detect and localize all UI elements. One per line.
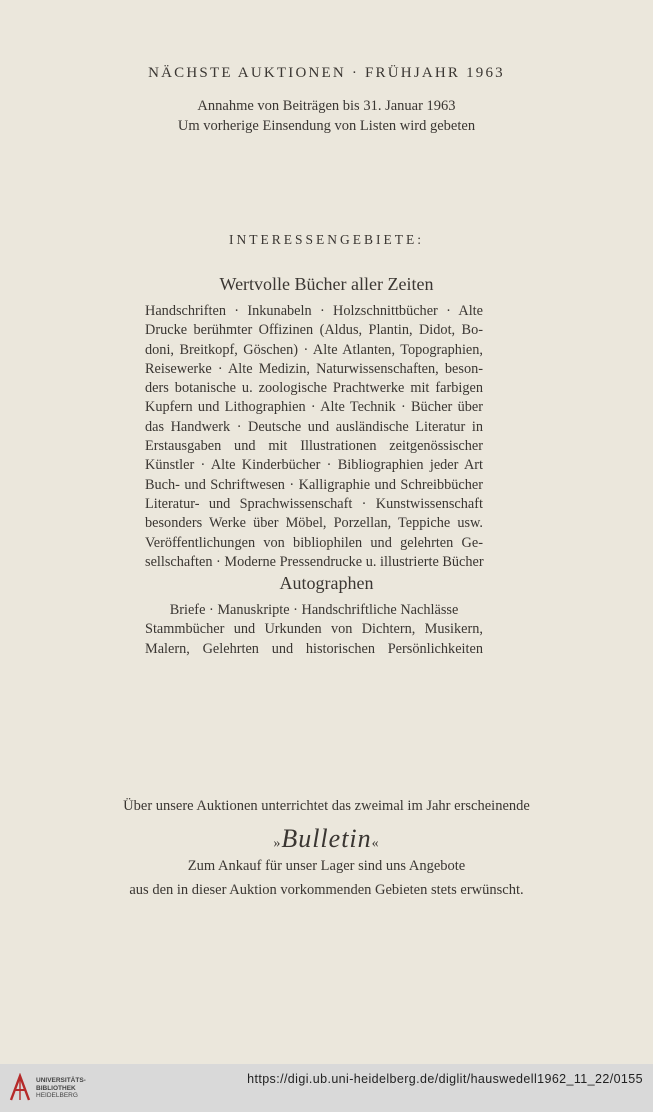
footer-bar <box>0 1064 653 1112</box>
logo-line: HEIDELBERG <box>36 1092 78 1099</box>
bulletin-word: Bulletin <box>281 824 372 853</box>
logo-line: UNIVERSITÄTS- <box>36 1077 86 1084</box>
closing-line-3: aus den in dieser Auktion vorkommenden Gebieten stets erwünscht. <box>129 882 524 898</box>
library-logo-text <box>36 1077 86 1100</box>
text-line: Künstler · Alte Kinderbücher · Bibliographien jeder Art <box>145 457 483 474</box>
text-line: besonders Werke über Möbel, Porzellan, Teppiche usw. <box>145 515 483 532</box>
quote-close: « <box>371 836 380 851</box>
text-line: ders botanische u. zoologische Prachtwerke mit farbigen <box>145 380 483 397</box>
section-body-autographs <box>145 601 483 659</box>
logo-line: BIBLIOTHEK <box>36 1084 76 1092</box>
page-title: NÄCHSTE AUKTIONEN · FRÜHJAHR 1963 <box>148 65 505 81</box>
interests-heading: INTERESSENGEBIETE: <box>229 232 424 247</box>
text-line: doni, Breitkopf, Göschen) · Alte Atlanten, Topographien, <box>145 341 483 358</box>
closing-line-2: Zum Ankauf für unser Lager sind uns Angebote <box>187 858 466 874</box>
text-line: Erstausgaben und mit Illustrationen zeitgenössischer <box>145 438 483 455</box>
source-url-link[interactable]: https://digi.ub.uni-heidelberg.de/diglit/hauswedell1962_11_22/0155 <box>247 1072 643 1086</box>
text-line: das Handwerk · Deutsche und ausländische Literatur in <box>145 418 483 435</box>
quote-open: » <box>273 836 282 851</box>
section-title-autographs: Autographen <box>279 573 374 593</box>
text-line: Kupfern und Lithographien · Alte Technik · Bücher über <box>145 399 483 416</box>
submission-note: Um vorherige Einsendung von Listen wird gebeten <box>177 118 476 134</box>
section-title-books: Wertvolle Bücher aller Zeiten <box>219 274 434 294</box>
text-line: Malern, Gelehrten und historischen Persönlichkeiten <box>145 640 483 657</box>
closing-line-1: Über unsere Auktionen unterrichtet das zweimal im Jahr erscheinende <box>123 798 530 814</box>
text-line: Stammbücher und Urkunden von Dichtern, Musikern, <box>145 621 483 638</box>
library-logo-icon <box>8 1073 32 1103</box>
bulletin-title <box>0 824 653 854</box>
text-line: Drucke berühmter Offizinen (Aldus, Plantin, Didot, Bo- <box>145 322 483 339</box>
section-body-books <box>145 302 483 572</box>
deadline-line: Annahme von Beiträgen bis 31. Januar 1963 <box>197 98 456 114</box>
text-line: Veröffentlichungen von bibliophilen und gelehrten Ge- <box>145 534 483 551</box>
text-line: sellschaften · Moderne Pressendrucke u. illustrierte Bücher <box>145 553 484 570</box>
text-line: Briefe · Manuskripte · Handschriftliche Nachlässe <box>169 602 459 618</box>
text-line: Handschriften · Inkunabeln · Holzschnittbücher · Alte <box>145 303 483 319</box>
text-line: Reisewerke · Alte Medizin, Naturwissenschaften, beson- <box>145 360 483 377</box>
text-line: Literatur- und Sprachwissenschaft · Kunstwissenschaft <box>145 495 483 512</box>
text-line: Buch- und Schriftwesen · Kalligraphie und Schreibbücher <box>145 476 483 493</box>
